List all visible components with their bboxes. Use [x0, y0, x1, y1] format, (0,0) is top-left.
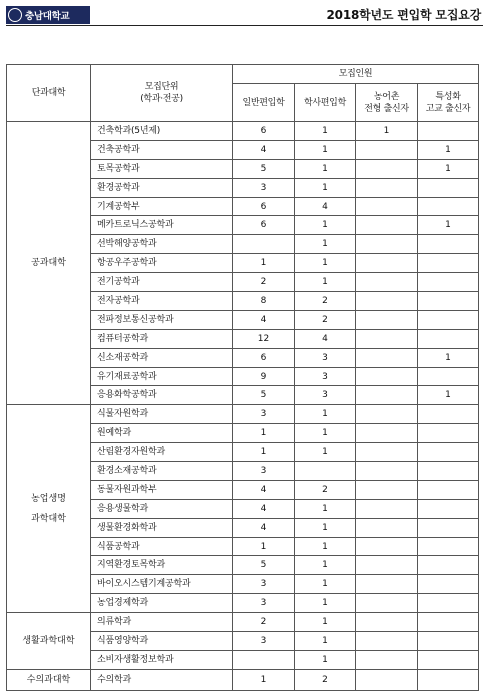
special-quota-cell — [418, 669, 479, 690]
college-cell — [7, 669, 91, 690]
bachelor-quota-cell: 3 — [295, 348, 356, 367]
college-cell — [7, 613, 91, 670]
bachelor-quota-cell: 4 — [295, 197, 356, 216]
rural-quota-cell — [356, 613, 418, 632]
dept-cell: 기계공학부 — [91, 197, 233, 216]
college-name: 농업생명 — [31, 493, 66, 504]
general-quota-cell: 1 — [233, 669, 295, 690]
bachelor-quota-cell: 1 — [295, 159, 356, 178]
table-row — [7, 669, 479, 690]
bachelor-quota-cell: 3 — [295, 367, 356, 386]
rural-quota-cell — [356, 424, 418, 443]
university-logo — [6, 6, 90, 24]
bachelor-quota-cell: 1 — [295, 594, 356, 613]
dept-cell: 토목공학과 — [91, 159, 233, 178]
special-quota-cell — [418, 650, 479, 669]
dept-cell: 응용화학공학과 — [91, 386, 233, 405]
document-title: 2018학년도 편입학 모집요강 — [326, 8, 481, 22]
dept-cell: 동물자원과학부 — [91, 480, 233, 499]
special-quota-cell — [418, 613, 479, 632]
bachelor-quota-cell: 1 — [295, 499, 356, 518]
general-quota-cell: 1 — [233, 424, 295, 443]
col-header-rural-line2: 전형 출신자 — [364, 103, 409, 114]
bachelor-quota-cell: 4 — [295, 329, 356, 348]
dept-cell: 농업경제학과 — [91, 594, 233, 613]
col-header-special-line2: 고교 출신자 — [425, 103, 471, 114]
bachelor-quota-cell: 1 — [295, 405, 356, 424]
bachelor-quota-cell: 1 — [295, 443, 356, 462]
general-quota-cell: 8 — [233, 292, 295, 311]
rural-quota-cell — [356, 292, 418, 311]
special-quota-cell: 1 — [418, 386, 479, 405]
dept-cell: 바이오시스템기계공학과 — [91, 575, 233, 594]
college-name: 수의과대학 — [26, 674, 71, 685]
rural-quota-cell — [356, 329, 418, 348]
general-quota-cell — [233, 650, 295, 669]
special-quota-cell — [418, 178, 479, 197]
dept-cell: 식물자원학과 — [91, 405, 233, 424]
general-quota-cell: 1 — [233, 537, 295, 556]
bachelor-quota-cell: 1 — [295, 575, 356, 594]
rural-quota-cell — [356, 405, 418, 424]
dept-cell: 지역환경토목학과 — [91, 556, 233, 575]
table-row — [7, 613, 479, 632]
bachelor-quota-cell: 1 — [295, 424, 356, 443]
table-row — [7, 122, 479, 141]
special-quota-cell — [418, 254, 479, 273]
dept-cell: 식품영양학과 — [91, 632, 233, 651]
bachelor-quota-cell: 1 — [295, 235, 356, 254]
dept-cell: 수의학과 — [91, 669, 233, 690]
rural-quota-cell — [356, 499, 418, 518]
col-header-unit — [91, 65, 233, 122]
special-quota-cell: 1 — [418, 159, 479, 178]
college-name: 과학대학 — [31, 513, 66, 524]
dept-cell: 의류학과 — [91, 613, 233, 632]
bachelor-quota-cell — [295, 462, 356, 481]
special-quota-cell — [418, 632, 479, 651]
dept-cell: 메카트로닉스공학과 — [91, 216, 233, 235]
dept-cell: 원예학과 — [91, 424, 233, 443]
rural-quota-cell — [356, 443, 418, 462]
bachelor-quota-cell: 2 — [295, 669, 356, 690]
col-header-bachelor: 학사편입학 — [295, 84, 356, 122]
dept-cell: 건축공학과 — [91, 140, 233, 159]
special-quota-cell — [418, 556, 479, 575]
rural-quota-cell — [356, 348, 418, 367]
bachelor-quota-cell: 1 — [295, 273, 356, 292]
dept-cell: 선박해양공학과 — [91, 235, 233, 254]
rural-quota-cell — [356, 159, 418, 178]
bachelor-quota-cell: 1 — [295, 518, 356, 537]
rural-quota-cell — [356, 178, 418, 197]
dept-cell: 유기재료공학과 — [91, 367, 233, 386]
special-quota-cell — [418, 518, 479, 537]
special-quota-cell — [418, 594, 479, 613]
rural-quota-cell — [356, 235, 418, 254]
special-quota-cell — [418, 329, 479, 348]
rural-quota-cell — [356, 632, 418, 651]
general-quota-cell: 1 — [233, 254, 295, 273]
dept-cell: 산림환경자원학과 — [91, 443, 233, 462]
special-quota-cell — [418, 273, 479, 292]
special-quota-cell — [418, 367, 479, 386]
emblem-icon — [8, 8, 22, 22]
special-quota-cell — [418, 424, 479, 443]
dept-cell: 생물환경화학과 — [91, 518, 233, 537]
college-cell — [7, 405, 91, 613]
college-cell — [7, 122, 91, 405]
rural-quota-cell — [356, 386, 418, 405]
special-quota-cell: 1 — [418, 348, 479, 367]
general-quota-cell: 3 — [233, 575, 295, 594]
dept-cell: 컴퓨터공학과 — [91, 329, 233, 348]
rural-quota-cell — [356, 669, 418, 690]
general-quota-cell: 6 — [233, 348, 295, 367]
general-quota-cell: 3 — [233, 594, 295, 613]
bachelor-quota-cell: 1 — [295, 178, 356, 197]
general-quota-cell — [233, 235, 295, 254]
general-quota-cell: 5 — [233, 159, 295, 178]
col-header-quota-group: 모집인원 — [233, 65, 479, 84]
dept-cell: 신소재공학과 — [91, 348, 233, 367]
bachelor-quota-cell: 1 — [295, 613, 356, 632]
dept-cell: 식품공학과 — [91, 537, 233, 556]
rural-quota-cell — [356, 594, 418, 613]
special-quota-cell — [418, 197, 479, 216]
general-quota-cell: 2 — [233, 613, 295, 632]
dept-cell: 건축학과(5년제) — [91, 122, 233, 141]
rural-quota-cell — [356, 462, 418, 481]
general-quota-cell: 5 — [233, 556, 295, 575]
bachelor-quota-cell: 2 — [295, 480, 356, 499]
general-quota-cell: 2 — [233, 273, 295, 292]
bachelor-quota-cell: 1 — [295, 537, 356, 556]
rural-quota-cell — [356, 537, 418, 556]
general-quota-cell: 4 — [233, 140, 295, 159]
dept-cell: 전기공학과 — [91, 273, 233, 292]
dept-cell: 소비자생활정보학과 — [91, 650, 233, 669]
bachelor-quota-cell: 1 — [295, 140, 356, 159]
general-quota-cell: 4 — [233, 480, 295, 499]
dept-cell: 항공우주공학과 — [91, 254, 233, 273]
table-row — [7, 405, 479, 424]
bachelor-quota-cell: 1 — [295, 216, 356, 235]
general-quota-cell: 4 — [233, 310, 295, 329]
special-quota-cell — [418, 537, 479, 556]
rural-quota-cell — [356, 575, 418, 594]
special-quota-cell — [418, 443, 479, 462]
general-quota-cell: 6 — [233, 197, 295, 216]
bachelor-quota-cell: 2 — [295, 310, 356, 329]
special-quota-cell — [418, 292, 479, 311]
admission-quota-table — [6, 64, 479, 691]
special-quota-cell: 1 — [418, 216, 479, 235]
general-quota-cell: 5 — [233, 386, 295, 405]
dept-cell: 전파정보통신공학과 — [91, 310, 233, 329]
general-quota-cell: 4 — [233, 518, 295, 537]
rural-quota-cell — [356, 367, 418, 386]
rural-quota-cell — [356, 556, 418, 575]
bachelor-quota-cell: 1 — [295, 254, 356, 273]
general-quota-cell: 6 — [233, 216, 295, 235]
col-header-rural-line1: 농어촌 — [373, 91, 400, 102]
rural-quota-cell — [356, 140, 418, 159]
special-quota-cell — [418, 462, 479, 481]
col-header-special — [418, 84, 479, 122]
general-quota-cell: 9 — [233, 367, 295, 386]
col-header-college: 단과대학 — [7, 65, 91, 122]
general-quota-cell: 3 — [233, 462, 295, 481]
bachelor-quota-cell: 1 — [295, 556, 356, 575]
general-quota-cell: 6 — [233, 122, 295, 141]
bachelor-quota-cell: 2 — [295, 292, 356, 311]
general-quota-cell: 3 — [233, 178, 295, 197]
col-header-special-line1: 특성화 — [435, 91, 461, 102]
col-header-rural — [356, 84, 418, 122]
rural-quota-cell: 1 — [356, 122, 418, 141]
bachelor-quota-cell: 1 — [295, 632, 356, 651]
rural-quota-cell — [356, 197, 418, 216]
rural-quota-cell — [356, 216, 418, 235]
rural-quota-cell — [356, 273, 418, 292]
special-quota-cell — [418, 235, 479, 254]
general-quota-cell: 1 — [233, 443, 295, 462]
table-body — [7, 122, 479, 691]
special-quota-cell — [418, 480, 479, 499]
rural-quota-cell — [356, 480, 418, 499]
dept-cell: 환경소재공학과 — [91, 462, 233, 481]
col-header-unit-line2: (학과·전공) — [140, 94, 183, 104]
college-name: 공과대학 — [31, 258, 66, 269]
dept-cell: 응용생물학과 — [91, 499, 233, 518]
special-quota-cell — [418, 310, 479, 329]
college-name: 생활과학대학 — [22, 635, 75, 646]
general-quota-cell: 4 — [233, 499, 295, 518]
general-quota-cell: 3 — [233, 405, 295, 424]
page-header — [0, 0, 483, 30]
bachelor-quota-cell: 3 — [295, 386, 356, 405]
special-quota-cell — [418, 405, 479, 424]
special-quota-cell — [418, 575, 479, 594]
bachelor-quota-cell: 1 — [295, 650, 356, 669]
special-quota-cell — [418, 499, 479, 518]
special-quota-cell: 1 — [418, 140, 479, 159]
col-header-general: 일반편입학 — [233, 84, 295, 122]
rural-quota-cell — [356, 254, 418, 273]
general-quota-cell: 12 — [233, 329, 295, 348]
col-header-unit-line1: 모집단위 — [144, 82, 179, 92]
general-quota-cell: 3 — [233, 632, 295, 651]
dept-cell: 환경공학과 — [91, 178, 233, 197]
bachelor-quota-cell: 1 — [295, 122, 356, 141]
rural-quota-cell — [356, 650, 418, 669]
logo-text: 충남대학교 — [25, 11, 70, 22]
rural-quota-cell — [356, 310, 418, 329]
special-quota-cell — [418, 122, 479, 141]
dept-cell: 전자공학과 — [91, 292, 233, 311]
rural-quota-cell — [356, 518, 418, 537]
header-divider — [6, 25, 483, 26]
